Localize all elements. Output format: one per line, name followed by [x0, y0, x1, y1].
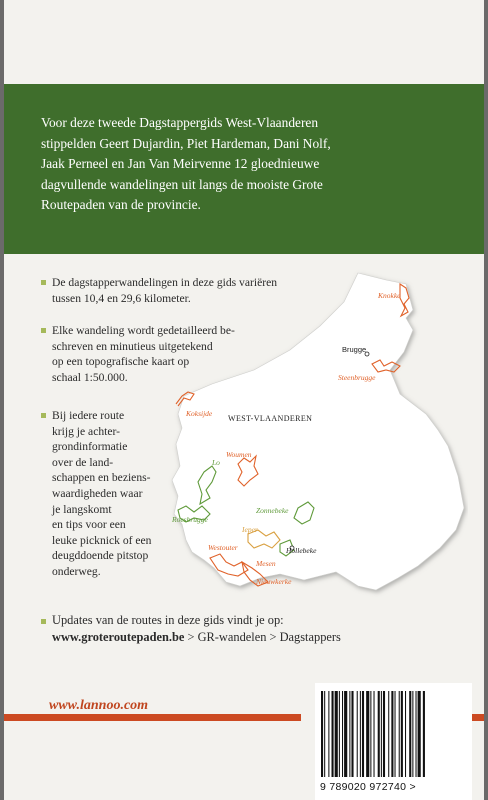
barcode-bar: [388, 691, 389, 777]
barcode-bar: [391, 691, 393, 777]
bullet-maps: Elke wandeling wordt gedetailleerd be- schreven en minutieus uitgetekend op een topografische kaart op schaal 1:50.000.: [41, 323, 272, 385]
barcode-bar: [366, 691, 369, 777]
updates-path: > GR-wandelen > Dagstappers: [184, 630, 341, 644]
barcode-bar: [383, 691, 385, 777]
barcode-bar: [362, 691, 364, 777]
barcode-bar: [344, 691, 347, 777]
barcode-bar: [418, 691, 421, 777]
barcode-bar: [381, 691, 382, 777]
barcode-bar: [395, 691, 396, 777]
bullet-distances: De dagstapperwandelingen in deze gids variëren tussen 10,4 en 29,6 kilometer.: [41, 275, 332, 306]
barcode-bar: [351, 691, 353, 777]
updates-url-line: [52, 630, 341, 645]
barcode-bar: [357, 691, 358, 777]
barcode-bar: [412, 691, 413, 777]
barcode-bars: [315, 683, 472, 781]
label-hollebeke: Hollebeke: [286, 546, 317, 555]
label-steenbrugge: Steenbrugge: [338, 373, 376, 382]
label-ieper: Ieper: [242, 525, 258, 534]
barcode-bar: [339, 691, 340, 777]
barcode-bar: [416, 691, 417, 777]
barcode-bar: [423, 691, 425, 777]
barcode-bar: [349, 691, 350, 777]
barcode-bar: [342, 691, 343, 777]
updates-url[interactable]: www.groteroutepaden.be: [52, 630, 185, 644]
barcode-bar: [370, 691, 371, 777]
label-nieuwkerke: Nieuwkerke: [256, 577, 292, 586]
barcode-bar: [328, 691, 329, 777]
isbn-number: 9 789020 972740 >: [320, 781, 416, 793]
barcode-bar: [401, 691, 403, 777]
barcode-bar: [399, 691, 400, 777]
bullet-background: Bij iedere route krijg je achter- grondinformatie over de land- schappen en beziens- waardigheden waar je langskomt en tips voor een leuke picknick of een deugddoende pitstop onderweg.: [41, 408, 232, 580]
barcode-bar: [378, 691, 380, 777]
barcode-bar: [360, 691, 361, 777]
label-lo: Lo: [212, 458, 220, 467]
intro-text: Voor deze tweede Dagstappergids West-Vlaanderen stippelden Geert Dujardin, Piet Hardeman, Dani Nolf, Jaak Perneel en Jan Van Meirvenne 12 gloednieuwe dagvullende wandelingen uit langs de mooiste Grote Routepaden van de provincie.: [41, 115, 331, 213]
label-woumen: Woumen: [226, 450, 252, 459]
label-roesbrugge: Roesbrugge: [172, 515, 208, 524]
label-mesen: Mesen: [256, 559, 276, 568]
brand-rule-right: [472, 714, 484, 721]
label-region: WEST-VLAANDEREN: [228, 414, 313, 423]
barcode-bar: [324, 691, 325, 777]
label-westouter: Westouter: [208, 543, 238, 552]
brand-rule-left: [4, 714, 301, 721]
publisher-url[interactable]: www.lannoo.com: [49, 698, 149, 713]
label-koksijde: Koksijde: [186, 409, 213, 418]
barcode-bar: [321, 691, 323, 777]
barcode-bar: [332, 691, 334, 777]
label-zonnebeke: Zonnebeke: [256, 506, 289, 515]
barcode-bar: [374, 691, 375, 777]
barcode-bar: [409, 691, 411, 777]
updates-text: Updates van de routes in deze gids vindt je op:: [41, 613, 284, 628]
label-knokke: Knokke: [378, 291, 401, 300]
barcode-bar: [405, 691, 406, 777]
barcode-bar: [335, 691, 338, 777]
label-brugge: Brugge: [342, 345, 367, 354]
